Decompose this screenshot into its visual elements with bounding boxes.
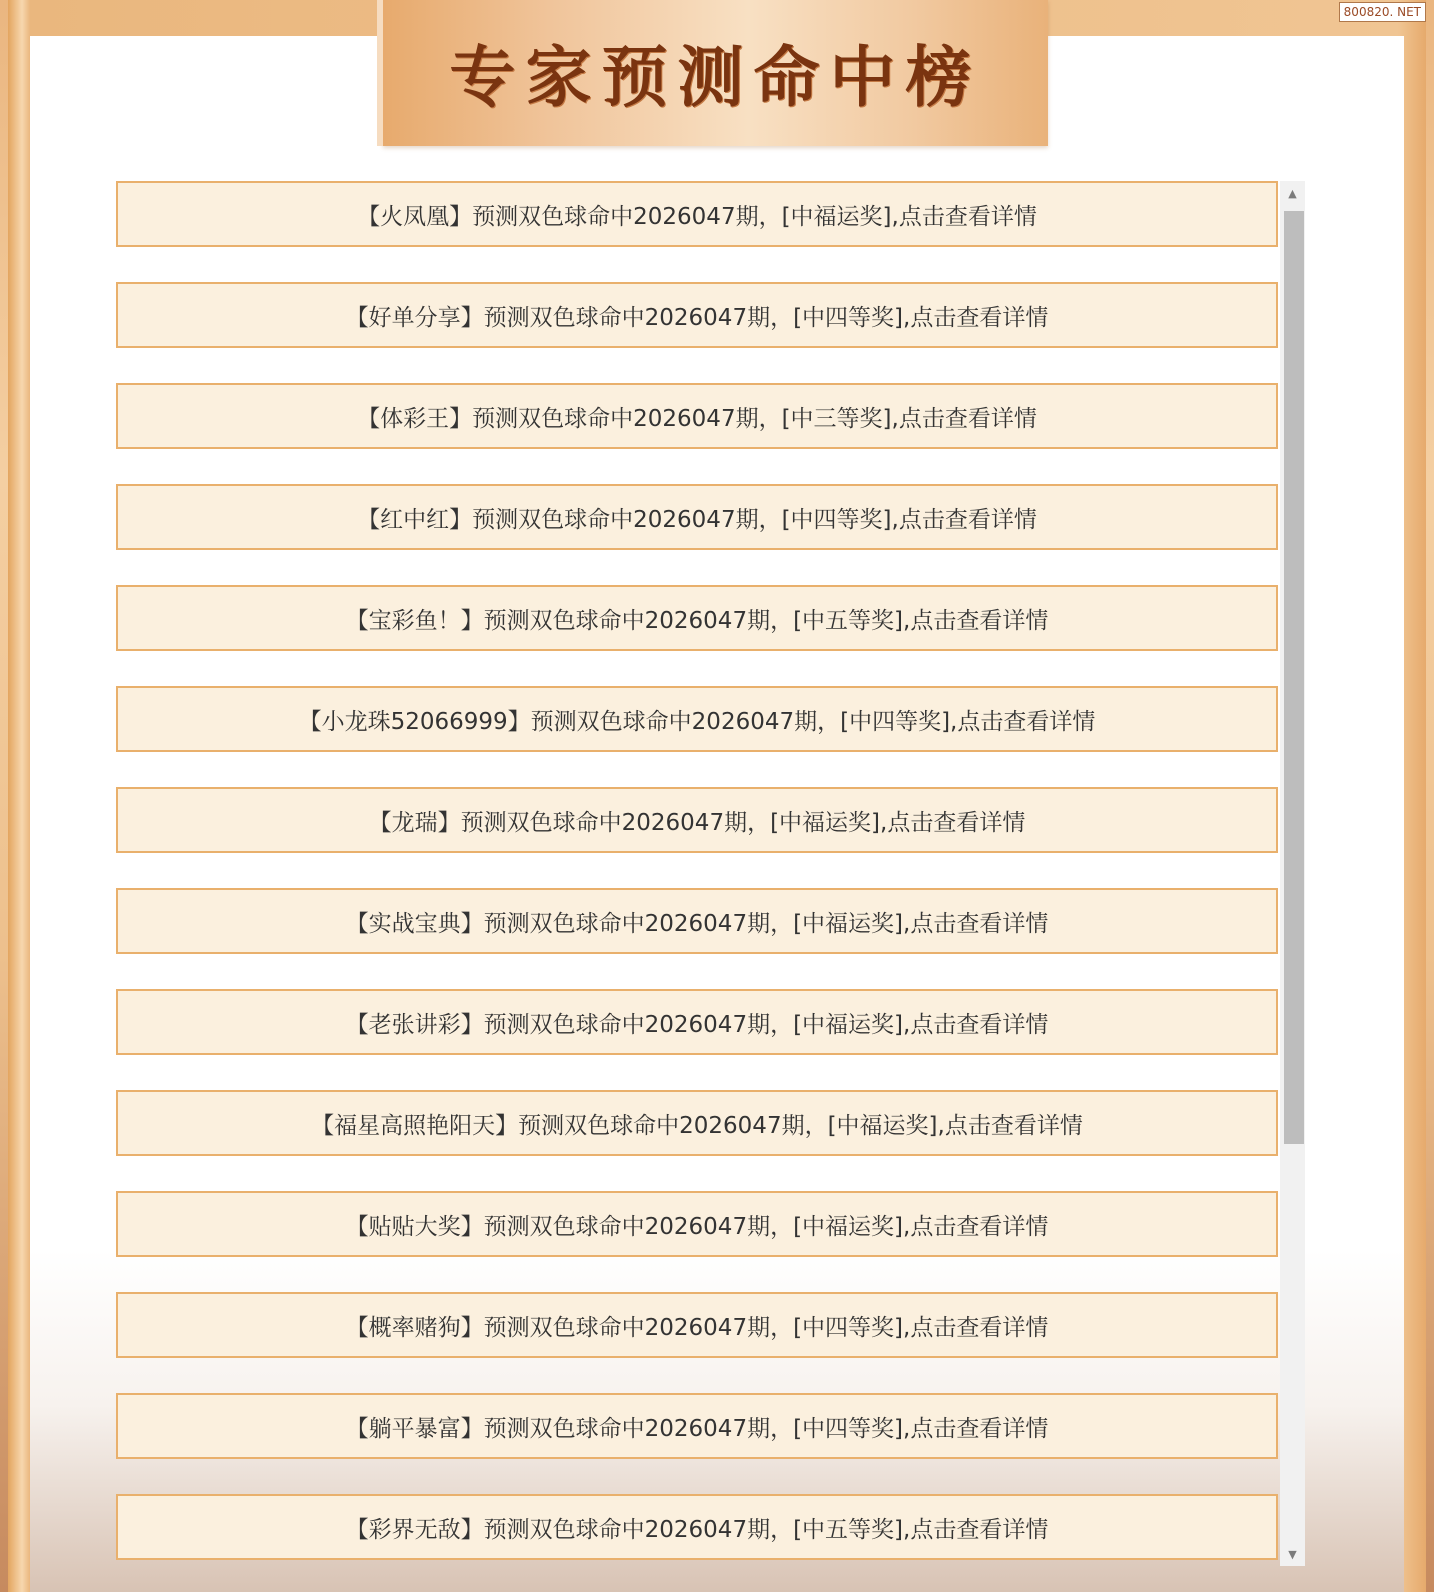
list-item[interactable]: 【好单分享】预测双色球命中2026047期，[中四等奖],点击查看详情: [116, 282, 1278, 348]
list-item[interactable]: 【躺平暴富】预测双色球命中2026047期，[中四等奖],点击查看详情: [116, 1393, 1278, 1459]
list-item[interactable]: 【老张讲彩】预测双色球命中2026047期，[中福运奖],点击查看详情: [116, 989, 1278, 1055]
list-item[interactable]: 【福星高照艳阳天】预测双色球命中2026047期，[中福运奖],点击查看详情: [116, 1090, 1278, 1156]
list-item[interactable]: 【火凤凰】预测双色球命中2026047期，[中福运奖],点击查看详情: [116, 181, 1278, 247]
scroll-up-arrow-icon[interactable]: ▲: [1288, 186, 1297, 200]
site-watermark: 800820. NET: [1339, 2, 1426, 22]
list-item[interactable]: 【宝彩鱼！】预测双色球命中2026047期，[中五等奖],点击查看详情: [116, 585, 1278, 651]
page-title: 专家预测命中榜: [449, 37, 982, 116]
list-item[interactable]: 【红中红】预测双色球命中2026047期，[中四等奖],点击查看详情: [116, 484, 1278, 550]
list-item[interactable]: 【体彩王】预测双色球命中2026047期，[中三等奖],点击查看详情: [116, 383, 1278, 449]
scroll-down-arrow-icon[interactable]: ▼: [1288, 1547, 1297, 1561]
list-item[interactable]: 【小龙珠52066999】预测双色球命中2026047期，[中四等奖],点击查看详情: [116, 686, 1278, 752]
list-item[interactable]: 【彩界无敌】预测双色球命中2026047期，[中五等奖],点击查看详情: [116, 1494, 1278, 1560]
prediction-list: [116, 181, 1278, 1566]
scroll-thumb[interactable]: [1284, 211, 1304, 1144]
list-item[interactable]: 【龙瑞】预测双色球命中2026047期，[中福运奖],点击查看详情: [116, 787, 1278, 853]
list-item[interactable]: 【实战宝典】预测双色球命中2026047期，[中福运奖],点击查看详情: [116, 888, 1278, 954]
list-item[interactable]: 【贴贴大奖】预测双色球命中2026047期，[中福运奖],点击查看详情: [116, 1191, 1278, 1257]
list-scrollbar[interactable]: [1280, 181, 1305, 1566]
list-item[interactable]: 【概率赌狗】预测双色球命中2026047期，[中四等奖],点击查看详情: [116, 1292, 1278, 1358]
title-banner: [383, 0, 1048, 146]
prediction-list-viewport[interactable]: [116, 181, 1288, 1566]
